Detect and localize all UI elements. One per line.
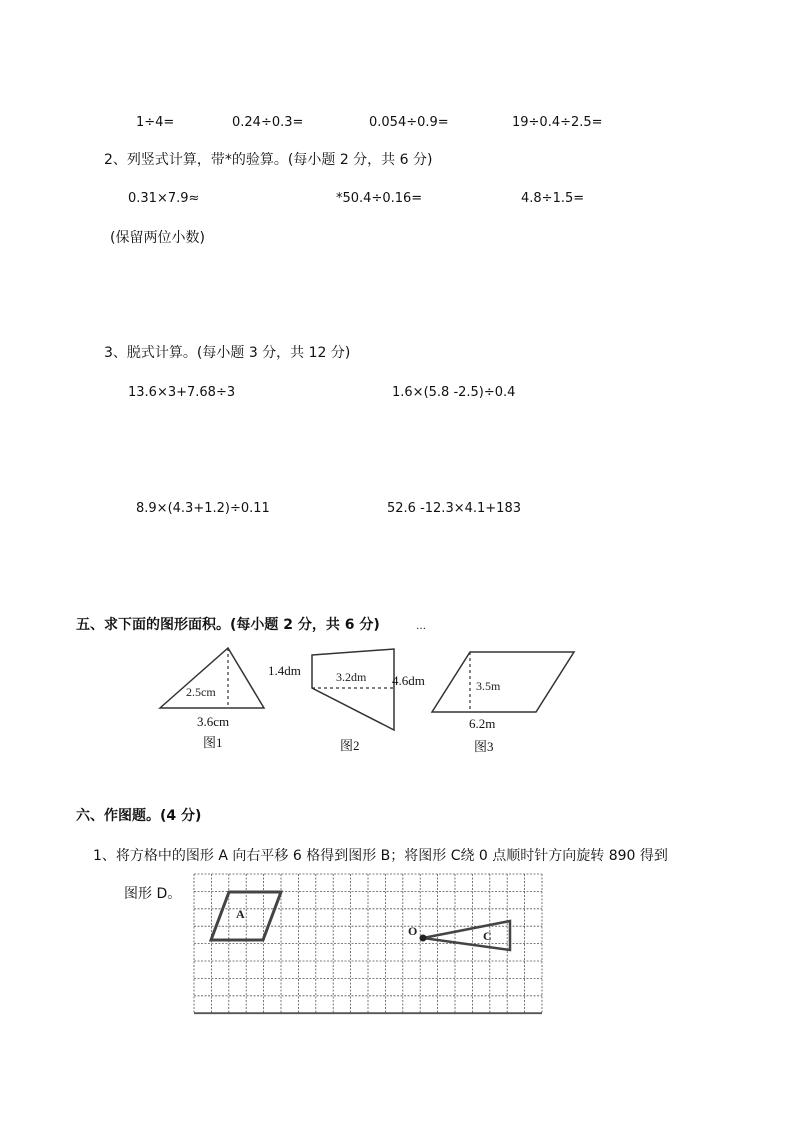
figure3-parallelogram [428, 649, 578, 715]
fig1-base-label: 3.6cm [197, 714, 230, 729]
point-o-label: O [408, 924, 418, 938]
q2-item-1: 0.31×7.9≈ [128, 191, 200, 206]
q2-item-3: 4.8÷1.5= [521, 191, 585, 206]
calc-item-3: 0.054÷0.9= [369, 115, 449, 130]
fig1-caption: 图1 [203, 735, 223, 750]
section5-title: 五、求下面的图形面积。(每小题 2 分，共 6 分) [76, 617, 380, 633]
section6-q1-line1: 1、将方格中的图形 A 向右平移 6 格得到图形 B；将图形 C绕 0 点顺时针方向旋转 890 得到 [93, 848, 668, 864]
point-o [420, 935, 427, 942]
shape-c-label: C [483, 929, 492, 943]
figure1-triangle [156, 644, 271, 716]
q3-item-2: 1.6×(5.8 -2.5)÷0.4 [392, 385, 516, 400]
q2-title: 2、列竖式计算，带*的验算。(每小题 2 分，共 6 分) [104, 152, 433, 168]
shape-c [423, 921, 510, 950]
q3-item-4: 52.6 -12.3×4.1+183 [387, 501, 521, 516]
fig2-right-side-label: 4.6dm [392, 673, 425, 688]
calc-item-1: 1÷4= [136, 115, 175, 130]
q3-title: 3、脱式计算。(每小题 3 分，共 12 分) [104, 345, 351, 361]
grid-lines [194, 874, 542, 1013]
q2-item-2: *50.4÷0.16= [336, 191, 423, 206]
shape-a-label: A [236, 907, 245, 921]
fig3-height-label: 3.5m [476, 679, 501, 693]
section5-trailing-mark: … [416, 621, 426, 632]
q3-item-1: 13.6×3+7.68÷3 [128, 385, 236, 400]
section6-title: 六、作图题。(4 分) [76, 808, 202, 824]
fig2-left-side-label: 1.4dm [268, 663, 301, 678]
drawing-grid [194, 872, 546, 1022]
fig3-base-label: 6.2m [469, 716, 496, 731]
calc-item-4: 19÷0.4÷2.5= [512, 115, 603, 130]
fig2-caption: 图2 [340, 738, 360, 753]
triangle-shape [160, 648, 264, 708]
calc-item-2: 0.24÷0.3= [232, 115, 304, 130]
fig2-height-label: 3.2dm [336, 670, 367, 684]
figure2-trapezoid [306, 645, 402, 735]
fig3-caption: 图3 [474, 739, 494, 754]
trapezoid-shape [312, 649, 394, 730]
section6-q1-line2: 图形 D。 [124, 886, 182, 902]
q3-item-3: 8.9×(4.3+1.2)÷0.11 [136, 501, 270, 516]
fig1-height-label: 2.5cm [186, 685, 216, 699]
parallelogram-shape [432, 652, 574, 712]
q2-note: (保留两位小数) [110, 230, 205, 246]
